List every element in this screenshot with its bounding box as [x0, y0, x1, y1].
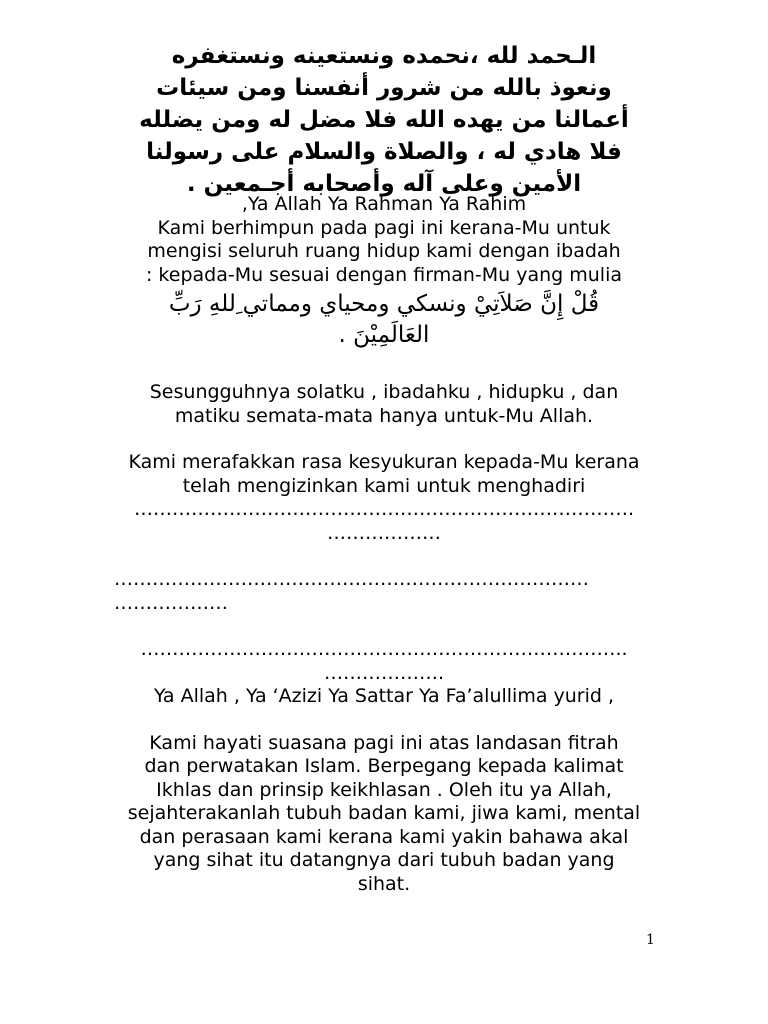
verse-line: العَالَمِيْنَ .: [338, 322, 430, 348]
paragraph-line: Kami hayati suasana pagi ini atas landasan fitrah: [149, 731, 619, 754]
arabic-line: أعمالنا من يهده الله فلا مضل له ومن يضلله: [139, 107, 629, 133]
fill-in-dots: …………………………………………………………………….: [133, 498, 635, 520]
page-number: 1: [646, 932, 655, 948]
paragraph-line: Ikhlas dan prinsip keikhlasan . Oleh itu ya Allah,: [156, 778, 612, 801]
fill-in-dots: ………………: [114, 591, 228, 614]
paragraph-line: : kepada-Mu sesuai dengan firman-Mu yang mulia: [145, 263, 622, 286]
paragraph-line: dan perasaan kami kerana kami yakin bahawa akal: [139, 825, 629, 848]
arabic-line: الـحمد لله ،نحمده ونستعينه ونستغفره: [171, 43, 597, 69]
arabic-line: الأمين وعلى آله وأصحابه أجـمعين .: [186, 171, 582, 197]
translation-line: matiku semata-mata hanya untuk-Mu Allah.: [174, 404, 594, 427]
paragraph-line: telah mengizinkan kami untuk menghadiri: [182, 474, 586, 497]
salutation: Ya Allah , Ya ‘Azizi Ya Sattar Ya Fa’alullima yurid ,: [153, 685, 615, 707]
salutation: ,Ya Allah Ya Rahman Ya Rahim: [241, 193, 527, 215]
fill-in-dots: ……………….: [323, 661, 445, 684]
paragraph-line: dan perwatakan Islam. Berpegang kepada kalimat: [144, 755, 624, 777]
arabic-opening: [100, 40, 668, 200]
paragraph-line: Kami merafakkan rasa kesyukuran kepada-Mu kerana: [128, 451, 640, 473]
paragraph-line: mengisi seluruh ruang hidup kami dengan ibadah: [147, 240, 621, 262]
fill-in-dots: …………………………………………………………………..: [140, 638, 628, 660]
doa-body: [100, 193, 668, 896]
translation-line: Sesungguhnya solatku , ibadahku , hidupku , dan: [149, 381, 619, 403]
arabic-line: فلا هادي له ، والصلاة والسلام على رسولنا: [146, 139, 622, 165]
paragraph-line: Kami berhimpun pada pagi ini kerana-Mu untuk: [157, 216, 611, 239]
verse-line: قُلْ إِنَّ صَلاَتِيْ ونسكي ومحياي ومماتي ِللهِ رَبِّ: [168, 291, 600, 317]
arabic-line: ونعوذ بالله من شرور أنفسنا ومن سيئات: [156, 75, 612, 101]
fill-in-dots: …………………………………………………………………: [114, 568, 589, 590]
fill-in-dots: ………………: [327, 521, 441, 544]
paragraph-line: yang sihat itu datangnya dari tubuh badan yang: [153, 849, 615, 871]
quran-verse: [100, 289, 668, 351]
paragraph-line: sihat.: [357, 872, 411, 895]
paragraph-line: sejahterakanlah tubuh badan kami, jiwa kami, mental: [127, 802, 641, 824]
